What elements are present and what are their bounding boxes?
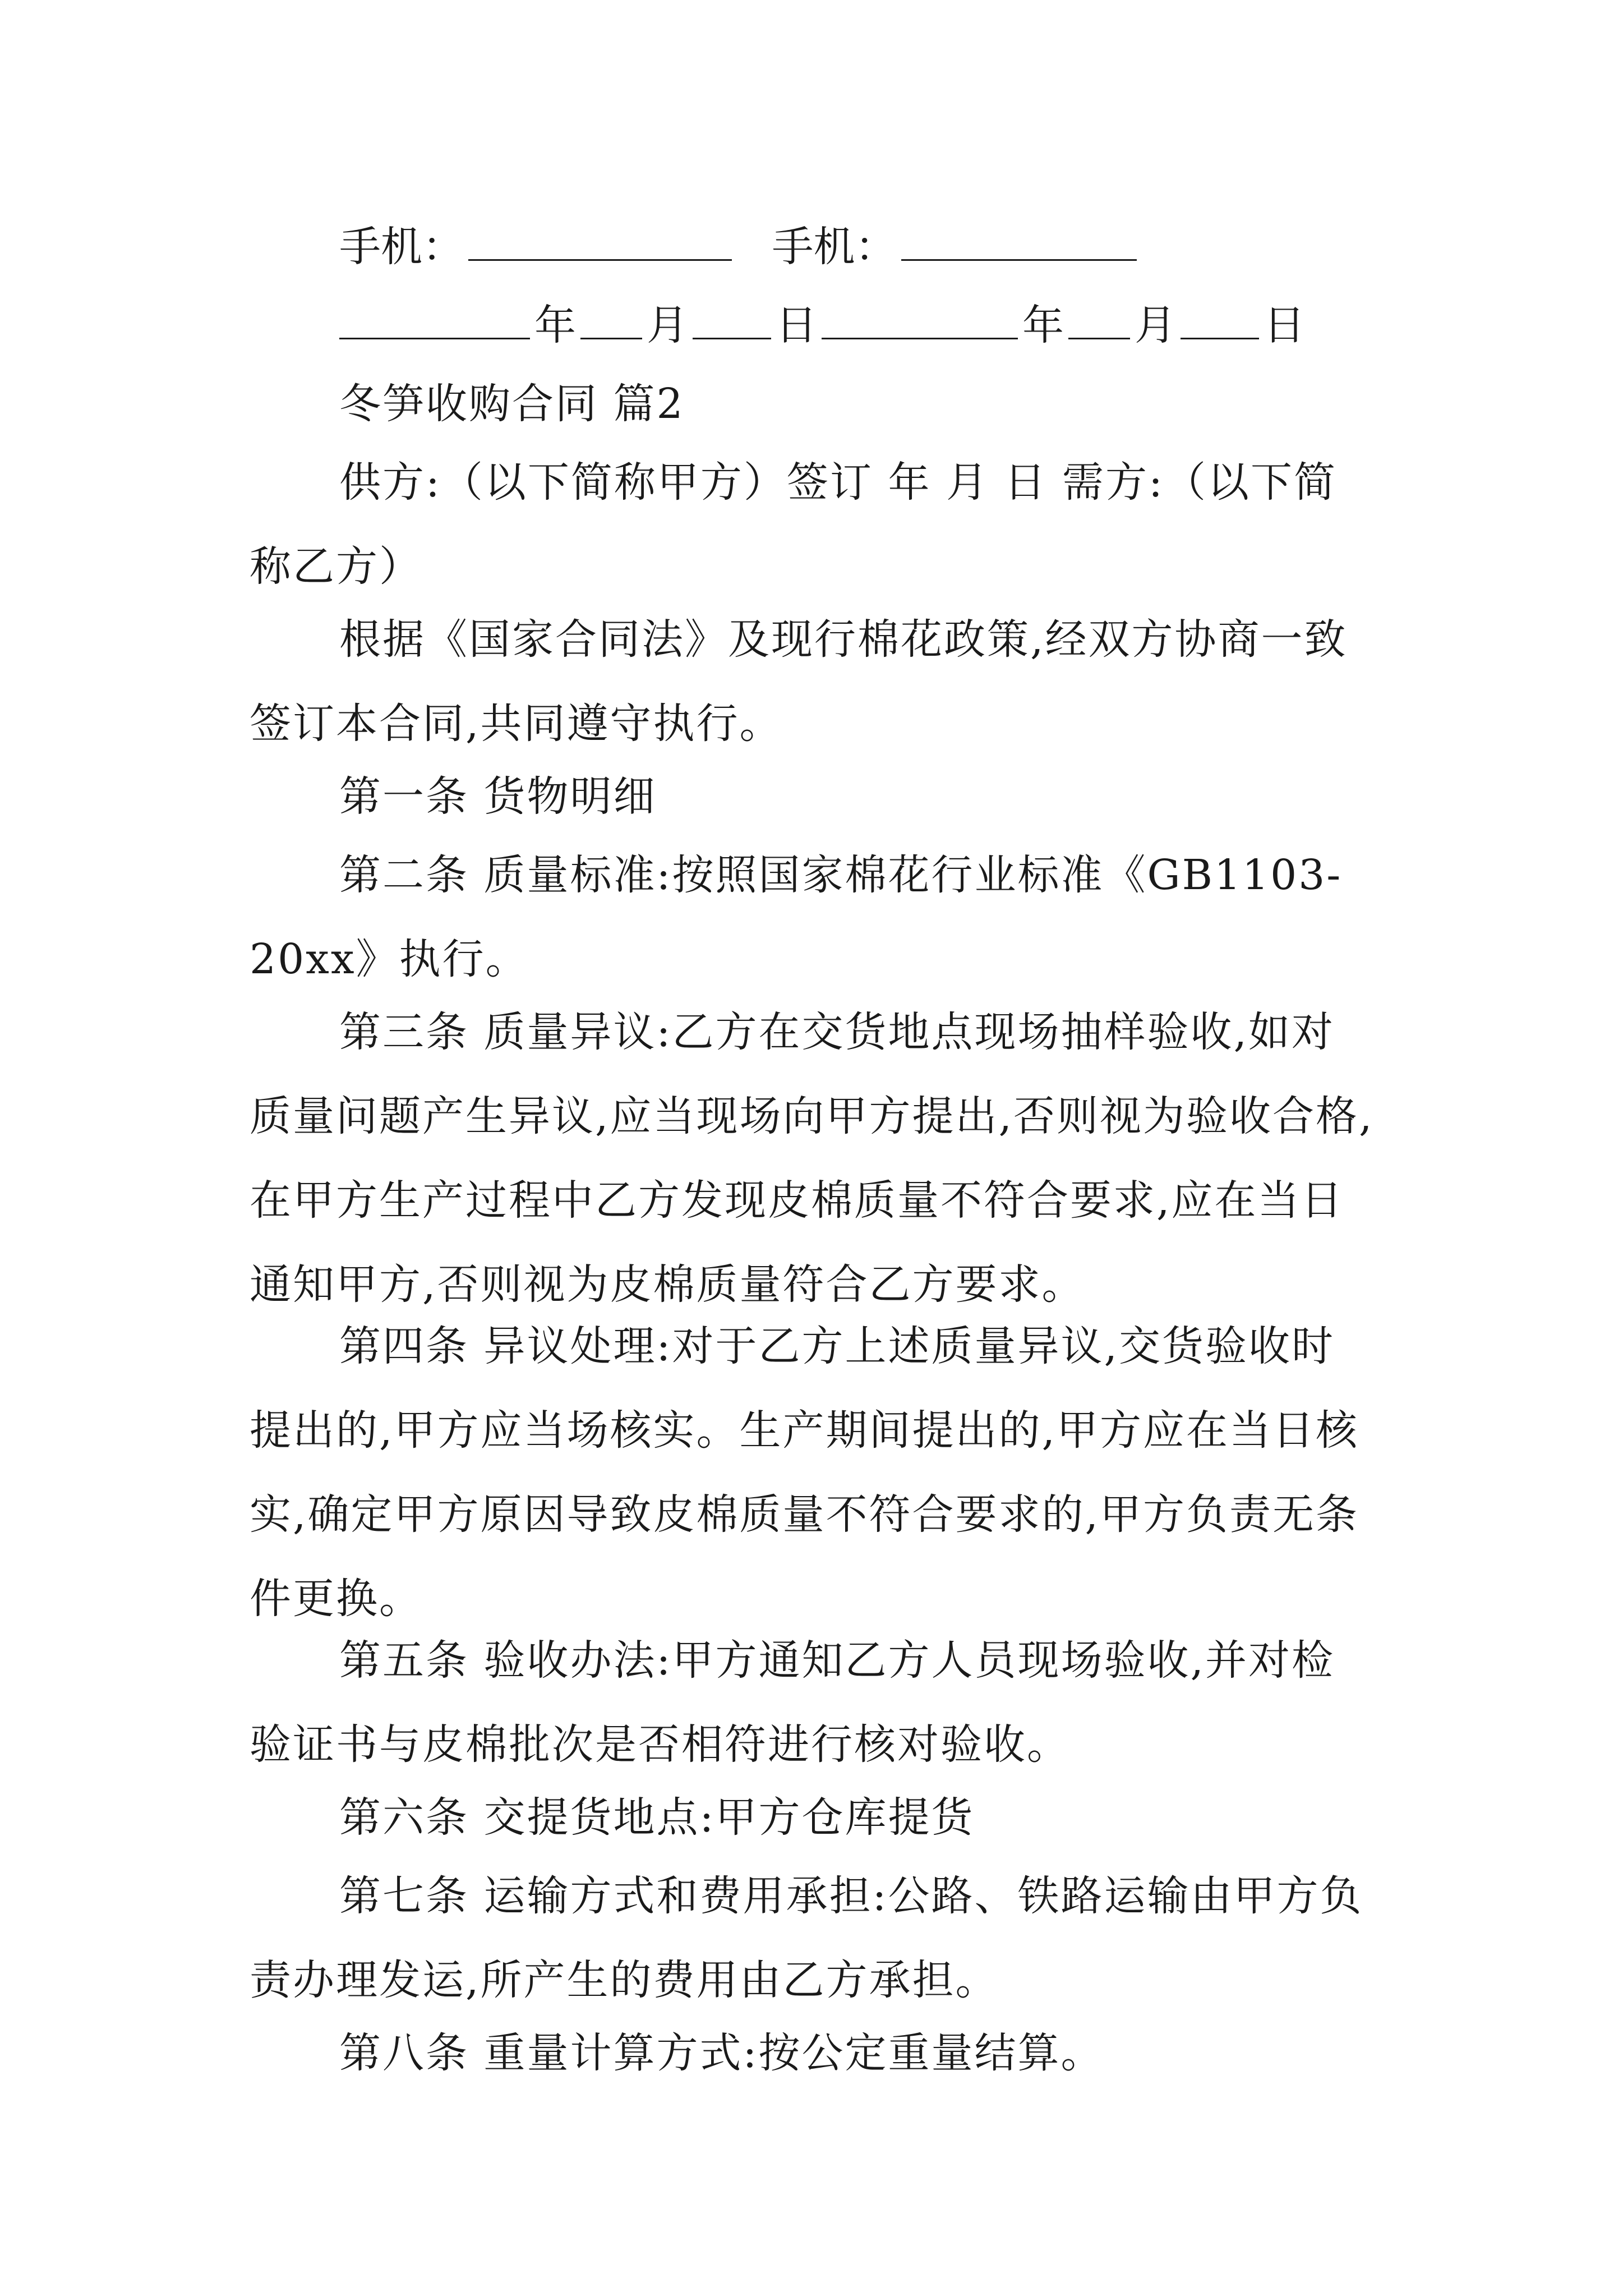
article-6	[250, 1775, 1377, 1860]
phone-label-b: 手机：	[772, 223, 897, 271]
month-blank-b	[1068, 304, 1130, 339]
year-label-b: 年	[1022, 301, 1064, 349]
phone-label-a: 手机：	[339, 223, 464, 271]
paragraph-text: 第七条 运输方式和费用承担:公路、铁路运输由甲方负责办理发运,所产生的费用由乙方承担。	[250, 1872, 1363, 2004]
phone-blank-a	[468, 226, 732, 261]
paragraph-text: 根据《国家合同法》及现行棉花政策,经双方协商一致签订本合同,共同遵守执行。	[250, 615, 1348, 748]
paragraph-text: 第六条 交提货地点:甲方仓库提货	[339, 1793, 975, 1842]
day-blank-a	[693, 304, 771, 339]
paragraph-text: 第一条 货物明细	[339, 772, 657, 821]
paragraph-text: 供方:（以下简称甲方）签订 年 月 日 需方:（以下简称乙方）	[250, 458, 1337, 591]
year-blank-b	[822, 304, 1018, 339]
day-label-a: 日	[776, 301, 817, 349]
contract-title-text: 冬笋收购合同 篇2	[339, 380, 685, 428]
phone-blank-b	[901, 226, 1137, 261]
contract-title	[250, 362, 1377, 446]
article-4	[250, 1304, 1377, 1641]
paragraph-text: 第四条 异议处理:对于乙方上述质量异议,交货验收时提出的,甲方应当场核实。生产期间提出的,甲方应在当日核实,确定甲方原因导致皮棉质量不符合要求的,甲方负责无条件更换。	[250, 1322, 1359, 1623]
paragraph-text: 第二条 质量标准:按照国家棉花行业标准《GB1103-20xx》执行。	[250, 851, 1343, 983]
year-label-a: 年	[534, 301, 576, 349]
article-7	[250, 1854, 1377, 2022]
month-label-a: 月	[647, 301, 688, 349]
paragraph-text: 第三条 质量异议:乙方在交货地点现场抽样验收,如对质量问题产生异议,应当现场向甲方提出,否则视为验收合格,在甲方生产过程中乙方发现皮棉质量不符合要求,应在当日通知甲方,否则视为皮棉质量符合乙方要求。	[250, 1008, 1374, 1309]
article-5	[250, 1618, 1377, 1787]
year-blank-a	[339, 304, 530, 339]
article-1	[250, 754, 1377, 839]
paragraph-text: 第八条 重量计算方式:按公定重量结算。	[339, 2029, 1104, 2077]
paragraph-basis	[250, 597, 1377, 766]
article-8	[250, 2011, 1377, 2095]
month-label-b: 月	[1135, 301, 1176, 349]
paragraph-text: 第五条 验收办法:甲方通知乙方人员现场验收,并对检验证书与皮棉批次是否相符进行核对验收。	[250, 1636, 1335, 1769]
article-3	[250, 990, 1377, 1327]
phone-row	[339, 205, 1141, 289]
date-row	[339, 283, 1405, 367]
paragraph-parties	[250, 440, 1377, 609]
month-blank-a	[580, 304, 642, 339]
article-2	[250, 833, 1377, 1001]
day-blank-b	[1181, 304, 1259, 339]
day-label-b: 日	[1264, 301, 1305, 349]
